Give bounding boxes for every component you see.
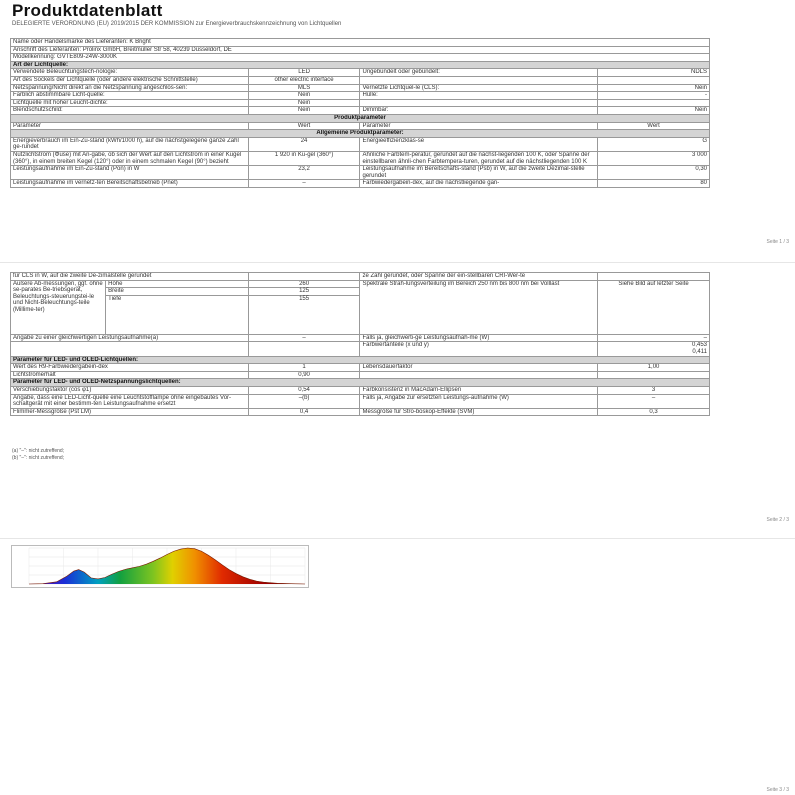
- general-value: 3 000: [598, 151, 710, 165]
- mains-row: [11, 394, 710, 408]
- type-label: Dimmbar:: [360, 107, 598, 115]
- type-label: Blendschutzschild:: [11, 107, 249, 115]
- type-row: [11, 107, 710, 115]
- equivalent-value: –: [248, 334, 360, 342]
- led-value: 0,90: [248, 371, 360, 379]
- mains-value: 0,3: [598, 408, 710, 416]
- type-label: Farblich abstimmbare Licht-quelle:: [11, 92, 249, 100]
- type-value: LED: [248, 69, 360, 77]
- led-label: Lichtstromerhalt: [11, 371, 249, 379]
- type-label: Netzspannung/Nicht direkt an die Netzspannung angeschlos-sen:: [11, 84, 249, 92]
- type-value: Nein: [248, 92, 360, 100]
- general-label: Nutzlichtstrom (Φuse) mit An-gabe, ob sich der Wert auf den Lichtstrom in einer Kugel (360°), in einem breiten Kegel (120°) oder in einem schmalen Kegel (90°) bezieht: [11, 151, 249, 165]
- led-label: [360, 371, 598, 379]
- type-row: [11, 69, 710, 77]
- dimension-name: Breite: [106, 288, 248, 296]
- supplier-name-row: [11, 39, 710, 47]
- page-number: Seite 1 / 3: [766, 239, 789, 245]
- type-label: Hülle:: [360, 92, 598, 100]
- spectrum-chart: [11, 545, 309, 588]
- mains-row: [11, 386, 710, 394]
- section-product-params: Produktparameter: [11, 114, 710, 122]
- type-value: Nein: [248, 99, 360, 107]
- general-label: Energieverbrauch im Ein-Zu-stand (kWh/1000 h), auf die nächstgelegene ganze Zahl ge-rundet: [11, 137, 249, 151]
- mains-label: Angabe, dass eine LED-Licht-quelle eine Leuchtstofflampe ohne eingebautes Vor-schaltgerät mit einer bestimm-ten Leistungsaufnahme ersetzt: [11, 394, 249, 408]
- mains-label: Farbkonsistenz in MacAdam-Ellipsen: [360, 386, 598, 394]
- type-label: Verwendete Beleuchtungstech-nologie:: [11, 69, 249, 77]
- general-value: 80: [598, 180, 710, 188]
- general-row: [11, 180, 710, 188]
- section-mains: Parameter für LED- und OLED-Netzspannungslichtquellen:: [11, 379, 710, 387]
- dimensions-subtable: [11, 281, 248, 334]
- led-value: 1: [248, 364, 360, 372]
- mains-label: Falls ja, Angabe zur ersetzten Leistungs-aufnahme (W): [360, 394, 598, 408]
- dimension-name: Höhe: [106, 281, 248, 288]
- type-label: Vernetzte Lichtquel-le (CLS):: [360, 84, 598, 92]
- page-2: [0, 272, 795, 544]
- value-header: Wert: [248, 122, 360, 130]
- general-label: Farbwiedergabein-dex, auf die nächstliegende gan-: [360, 180, 598, 188]
- param-header: Parameter: [360, 122, 598, 130]
- type-label: Lichtquelle mit hoher Leucht-dichte:: [11, 99, 249, 107]
- spec-table-page2: [10, 272, 710, 416]
- general-value: 23,2: [248, 166, 360, 180]
- spectrum-svg: [11, 545, 309, 588]
- document-title: Produktdatenblatt: [12, 1, 163, 20]
- type-value: Nein: [598, 107, 710, 115]
- led-label: Lebensdauerfaktor: [360, 364, 598, 372]
- type-row: [11, 92, 710, 100]
- supplier-address-value: Prolinx GmbH, Breitmüller Str 58, 40239 Düsseldorf, DE: [82, 46, 232, 53]
- type-label: Ungebündelt oder gebündelt:: [360, 69, 598, 77]
- footnotes: [12, 448, 64, 461]
- model-label: Modellkennung:: [13, 54, 56, 61]
- mains-label: Verschiebungsfaktor (cos φ1): [11, 386, 249, 394]
- chromaticity-y: 0,411: [692, 348, 707, 355]
- general-label: Energieeffizienzklas-se: [360, 137, 598, 151]
- dimensions-label: Äußere Ab-messungen, ggf. ohne se-parates Be-triebsgerät, Beleuchtungs-steuerungstei-le und Nicht-Beleuchtungs-teile (Millime-ter): [11, 281, 106, 334]
- model-value: GVTE809-24W-3000K: [57, 54, 117, 61]
- chromaticity-label: Farbwertanteile (x und y): [360, 342, 598, 356]
- page-divider: [0, 538, 795, 539]
- general-label: Leistungsaufnahme im vernetz-ten Bereitschaftsbetrieb (Pnet): [11, 180, 249, 188]
- spectral-label: Spektrale Strah-lungsverteilung im Bereich 250 nm bis 800 nm bei Volllast: [360, 280, 598, 334]
- led-value: 1,00: [598, 364, 710, 372]
- chromaticity-x: 0,453: [691, 342, 707, 349]
- type-row: [11, 99, 710, 107]
- supplier-name-value: K Bright: [129, 39, 151, 45]
- type-value: other electric interface: [248, 76, 360, 84]
- general-value: G: [598, 137, 710, 151]
- general-value: –: [248, 180, 360, 188]
- led-label: Wert des R9-Farbwiedergabein-dex: [11, 364, 249, 372]
- type-value: [598, 99, 710, 107]
- value-header: Wert: [598, 122, 710, 130]
- type-value: -: [598, 92, 710, 100]
- supplier-address-label: Anschrift des Lieferanten:: [13, 46, 82, 53]
- general-row: [11, 151, 710, 165]
- equivalent-row: [11, 334, 710, 342]
- param-header: Parameter: [11, 122, 249, 130]
- page-divider: [0, 262, 795, 263]
- mains-value: 3: [598, 386, 710, 394]
- section-general-params: Allgemeine Produktparameter:: [11, 130, 710, 138]
- footnote-b: (b) "–": nicht zutreffend;: [12, 454, 65, 461]
- spec-table-page1: [10, 38, 710, 188]
- page-number: Seite 2 / 3: [766, 517, 789, 523]
- general-label: Leistungsaufnahme im Ein-Zu-stand (Pon) in W: [11, 166, 249, 180]
- param-header-row: [11, 122, 710, 130]
- dimension-value: 125: [249, 288, 360, 296]
- continued-label: ze Zahl gerundet, oder Spanne der ein-stellbaren CRI-Wer-te: [360, 273, 598, 281]
- type-label: Art des Sockels der Lichtquelle (oder andere elektrische Schnittstelle): [11, 76, 249, 84]
- dimensions-row: [11, 280, 710, 334]
- led-row: [11, 364, 710, 372]
- spectral-value: Siehe Bild auf letzter Seite: [598, 280, 710, 334]
- dimension-value: 260: [249, 281, 360, 289]
- mains-label: Flimmer-Messgröße (Pst LM): [11, 408, 249, 416]
- type-value: MLS: [248, 84, 360, 92]
- led-value: [598, 371, 710, 379]
- equivalent-label: Angabe zu einer gleichwertigen Leistungsaufnahme(a): [11, 334, 249, 342]
- model-row: [11, 54, 710, 62]
- continued-row: [11, 273, 710, 281]
- type-label: [360, 76, 598, 84]
- type-row: [11, 84, 710, 92]
- general-row: [11, 166, 710, 180]
- page-number: Seite 3 / 3: [766, 787, 789, 793]
- supplier-address-row: [11, 46, 710, 54]
- general-value: 1 920 in Ku-gel (360°): [248, 151, 360, 165]
- footnote-a: (a) "–": nicht zutreffend;: [12, 448, 65, 454]
- supplier-name-label: Name oder Handelsmarke des Lieferanten:: [13, 39, 128, 45]
- general-value: 0,30: [598, 166, 710, 180]
- mains-value: 0,4: [248, 408, 360, 416]
- dimension-value: 155: [299, 295, 310, 302]
- general-label: Ähnliche Farbtem-peratur, gerundet auf die nächst-liegenden 100 K, oder Spanne der einstellbaren ähnli-chen Farbtempera-turen, gerundet auf die nächstliegenden 100 K: [360, 151, 598, 165]
- equivalent-value: –: [598, 334, 710, 342]
- mains-row: [11, 408, 710, 416]
- section-light-source: Art der Lichtquelle:: [11, 61, 710, 69]
- general-label: Leistungsaufnahme im Bereitschafts-stand (Psb) in W, auf die zweite Dezimal-stelle gerundet: [360, 166, 598, 180]
- led-row: [11, 371, 710, 379]
- type-row: [11, 76, 710, 84]
- chromaticity-row: [11, 342, 710, 356]
- type-label: [360, 99, 598, 107]
- type-value: [598, 76, 710, 84]
- general-value: 24: [248, 137, 360, 151]
- general-row: [11, 137, 710, 151]
- continued-label: für CLS in W, auf die zweite De-zimalstelle gerundet: [11, 273, 249, 281]
- mains-value: –: [598, 394, 710, 408]
- regulation-text: DELEGIERTE VERORDNUNG (EU) 2019/2015 DER KOMMISSION zur Energieverbrauchskennzeichnung von Lichtquellen: [12, 21, 342, 27]
- type-value: NDLS: [598, 69, 710, 77]
- section-led: Parameter für LED- und OLED-Lichtquellen:: [11, 356, 710, 364]
- mains-label: Messgröße für Stro-boskop-Effekte (SVM): [360, 408, 598, 416]
- type-value: Nein: [248, 107, 360, 115]
- dimension-name: Tiefe: [108, 295, 122, 302]
- mains-value: 0,54: [248, 386, 360, 394]
- type-value: Nein: [598, 84, 710, 92]
- equivalent-label: Falls ja, gleichwerti-ge Leistungsaufnah-me (W): [360, 334, 598, 342]
- mains-value: –(b): [248, 394, 360, 408]
- page-1: [0, 0, 795, 272]
